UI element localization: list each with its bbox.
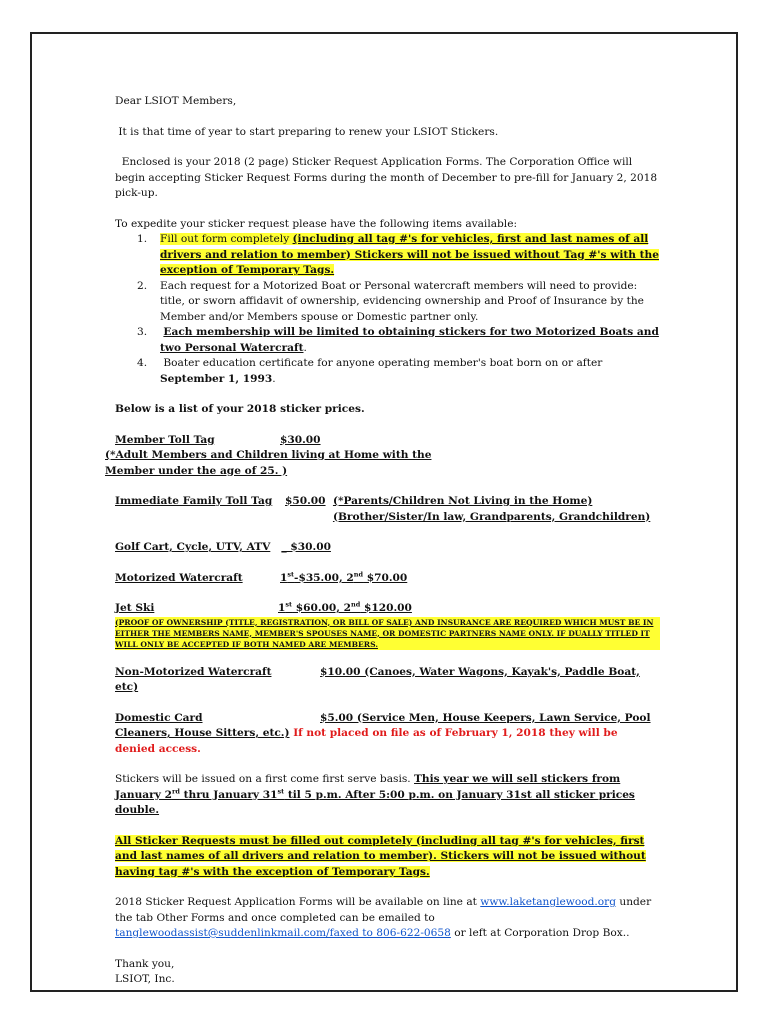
website-link[interactable]: www.laketanglewood.org <box>480 896 617 908</box>
salutation: Dear LSIOT Members, <box>115 95 237 107</box>
price-member: Member Toll Tag $30.00 (*Adult Members and Children living at Home with the Member under the age of 25. ) <box>105 433 432 477</box>
prices-intro: Below is a list of your 2018 sticker prices. <box>115 403 365 415</box>
enclosed-paragraph: Enclosed is your 2018 (2 page) Sticker Request Application Forms. The Corporation Office will begin accepting Sticker Request Forms during the month of December to pre-fill for January 2, 2018 pick-up. <box>115 156 658 199</box>
online-paragraph: 2018 Sticker Request Application Forms will be available on line at www.laketanglewood.org under the tab Other Forms and once completed can be emailed to tanglewoodassist@suddenlinkmail.com/faxed to 806-622-0658 or left at Corporation Drop Box.. <box>115 896 652 939</box>
all-requests-paragraph: All Sticker Requests must be filled out completely (including all tag #'s for vehicles, first and last names of all drivers and relation to member). Stickers will not be issued without having tag #'s with the exception of Temporary Tags. <box>115 834 646 878</box>
serve-paragraph: Stickers will be issued on a first come first serve basis. This year we will sell stickers from January 2rd thru January 31st til 5 p.m. After 5:00 p.m. on January 31st all sticker prices double. <box>115 773 635 816</box>
signature: LSIOT, Inc. <box>115 973 175 985</box>
price-motorized: Motorized Watercraft 1st-$35.00, 2nd $70.00 <box>115 569 408 584</box>
document-page <box>30 32 738 992</box>
price-family: Immediate Family Toll Tag $50.00 (*Parents/Children Not Living in the Home) (Brother/Sister/In law, Grandparents, Grandchildren) <box>115 495 651 523</box>
closing: Thank you, <box>115 957 175 970</box>
list-item: 4. Boater education certificate for anyone operating member's boat born on or after September 1, 1993. <box>137 357 603 385</box>
list-item: 2. Each request for a Motorized Boat or Personal watercraft members will need to provide: title, or sworn affidavit of ownership, evidencing ownership and Proof of Insurance by the Member and/or Members spouse or Domestic partner only. <box>137 279 644 323</box>
price-nonmotorized: Non-Motorized Watercraft $10.00 (Canoes, Water Wagons, Kayak's, Paddle Boat, etc) <box>115 665 640 693</box>
price-golf: Golf Cart, Cycle, UTV, ATV _ $30.00 <box>115 541 331 553</box>
price-jetski: Jet Ski 1st $60.00, 2nd $120.00 <box>115 600 412 614</box>
jetski-note: (PROOF OF OWNERSHIP (TITLE, REGISTRATION, OR BILL OF SALE) AND INSURANCE ARE REQUIRED WHICH MUST BE IN EITHER THE MEMBERS NAME, MEMBER'S SPOUSES NAME, OR DOMESTIC PARTNERS NAME ONLY. IF DUALLY TITLED IT WILL ONLY BE ACCEPTED IF BOTH NAMED ARE MEMBERS. <box>115 617 660 650</box>
letter-body <box>105 94 660 988</box>
intro-paragraph: It is that time of year to start preparing to renew your LSIOT Stickers. <box>118 125 499 138</box>
list-item: 1. Fill out form completely (including all tag #'s for vehicles, first and last names of all drivers and relation to member) Stickers will not be issued without Tag #'s with the exception of Temporary Tags. <box>137 233 659 276</box>
email-fax-link[interactable]: tanglewoodassist@suddenlinkmail.com/faxed to 806-622-0658 <box>115 927 451 939</box>
requirements-list <box>115 232 660 387</box>
list-item: 3. Each membership will be limited to obtaining stickers for two Motorized Boats and two Personal Watercraft. <box>137 326 659 354</box>
expedite-paragraph: To expedite your sticker request please have the following items available: <box>115 217 518 230</box>
price-domestic: Domestic Card $5.00 (Service Men, House Keepers, Lawn Service, Pool Cleaners, House Sitters, etc.) If not placed on file as of February 1, 2018 they will be denied access. <box>115 711 651 755</box>
